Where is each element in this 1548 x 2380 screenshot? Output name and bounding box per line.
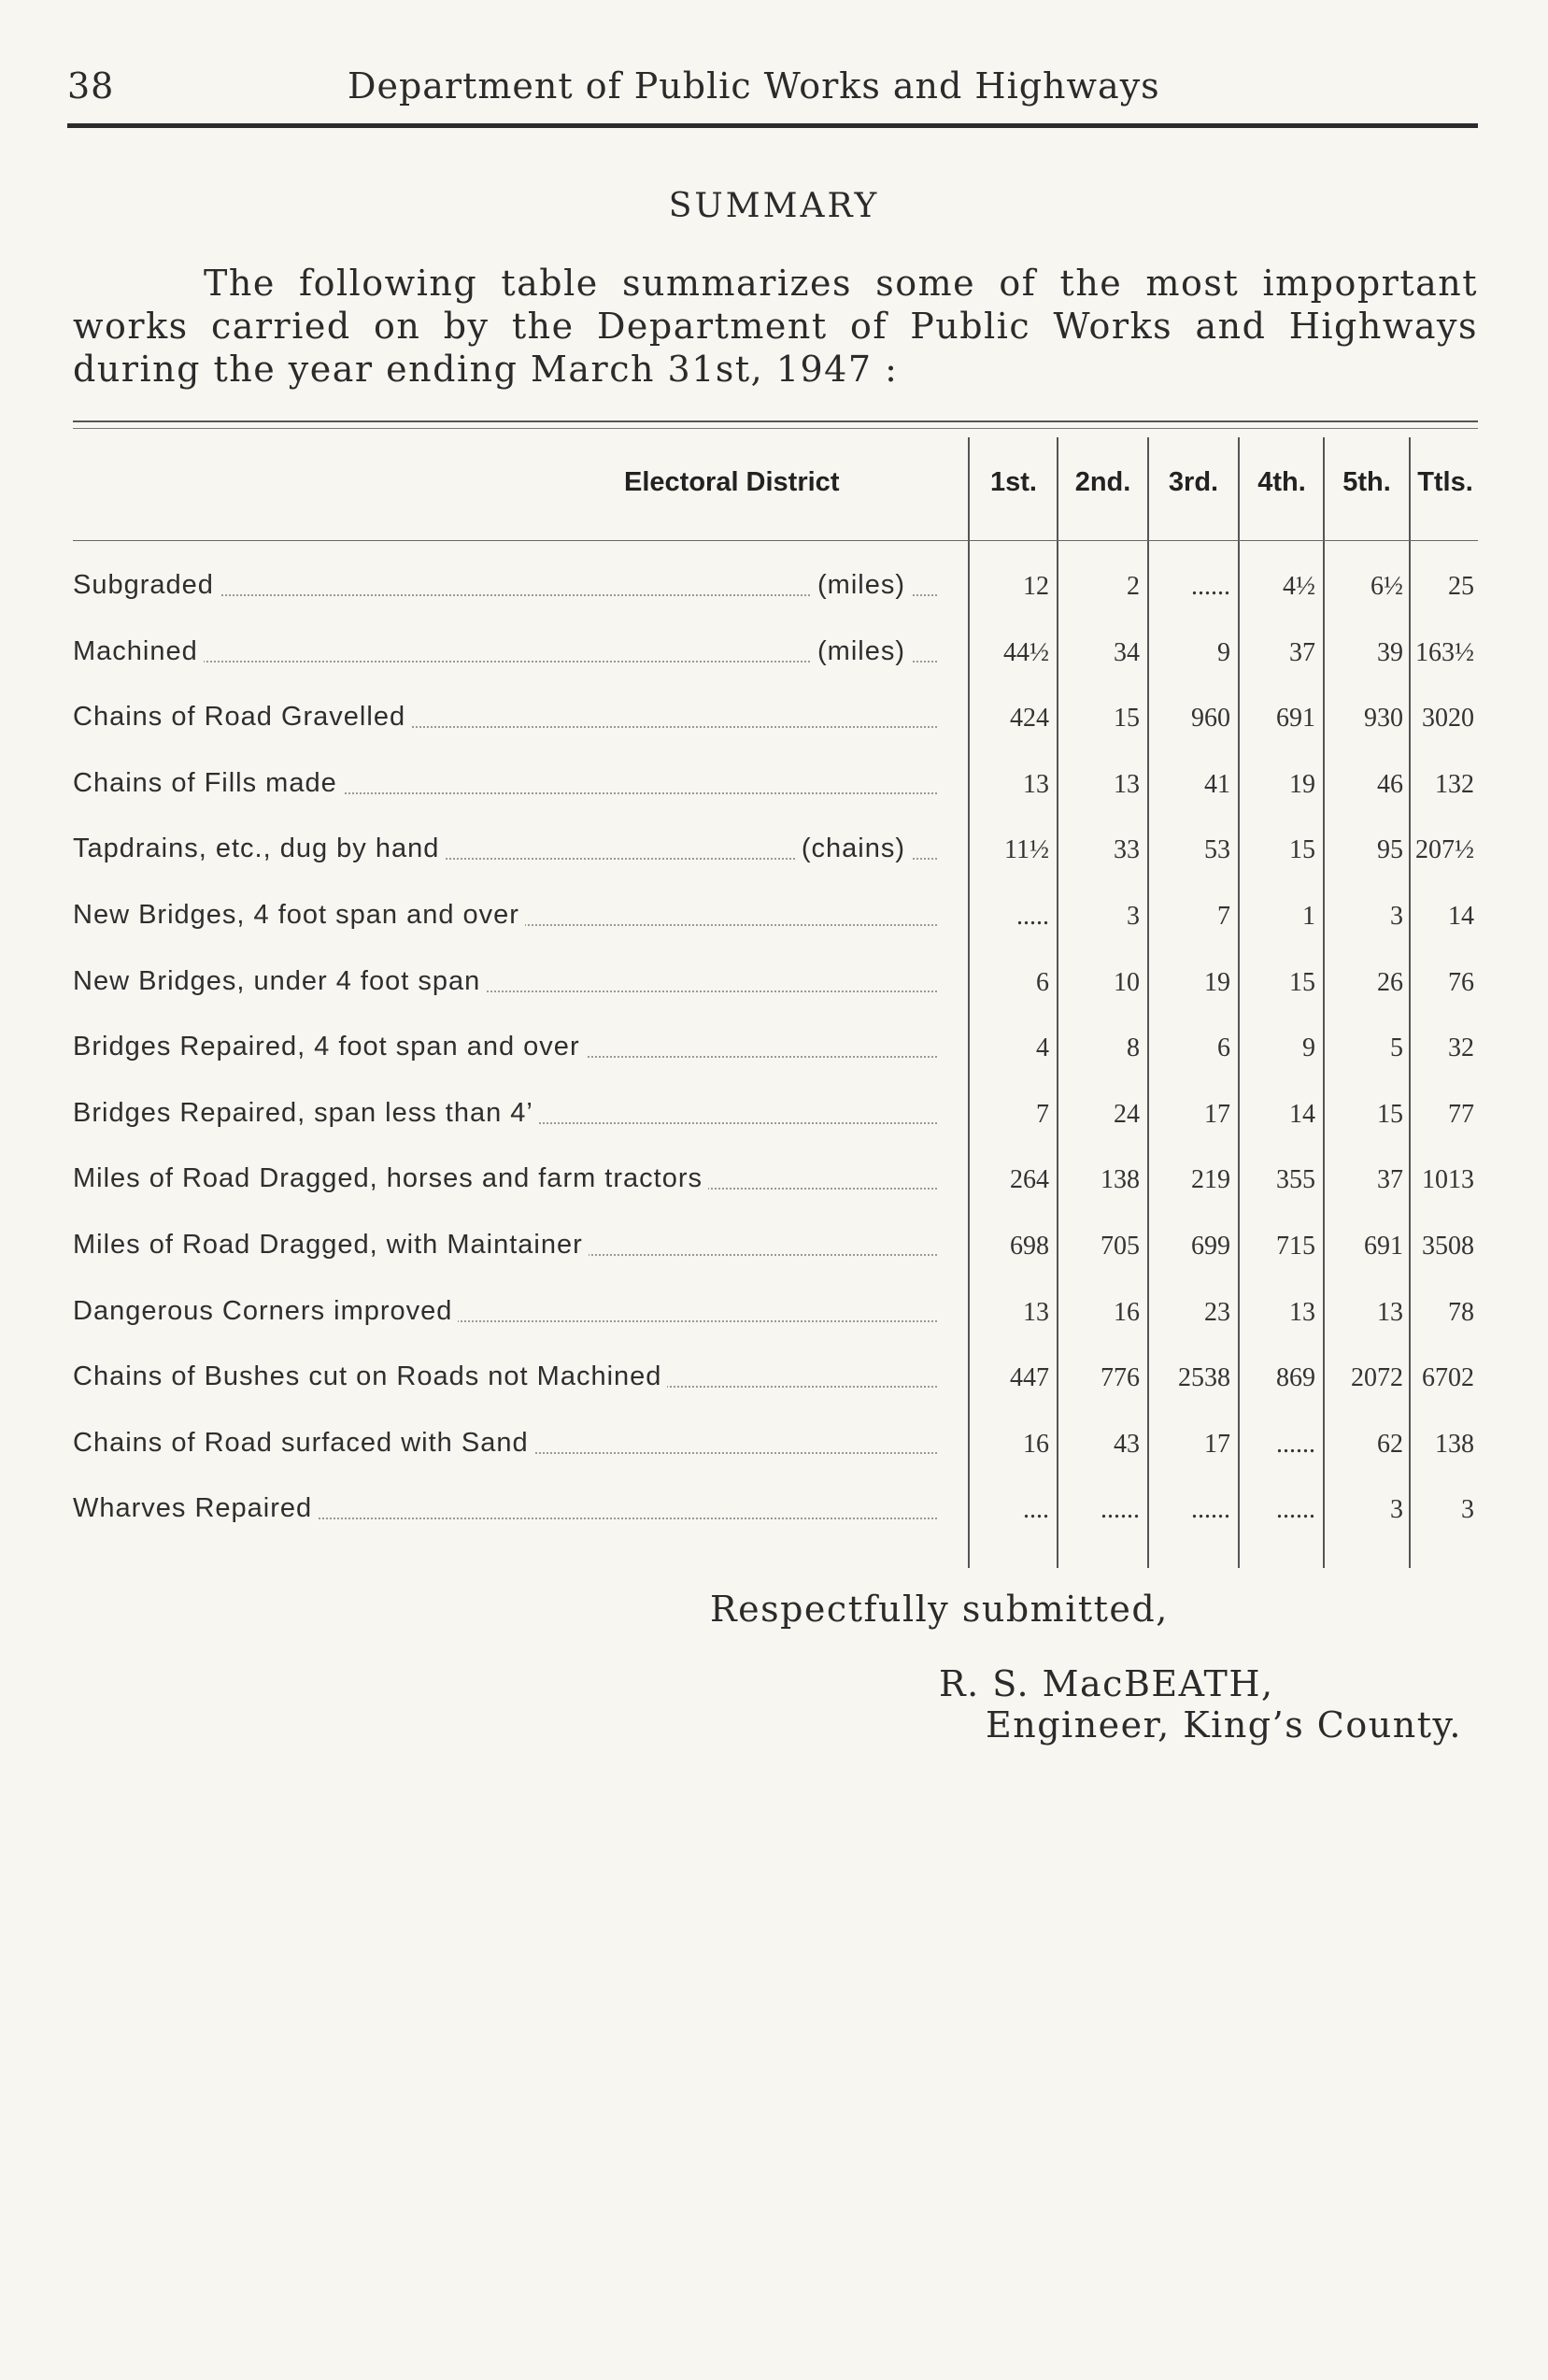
row-total-cell: 163½ (1415, 637, 1474, 667)
district-value-cell: 960 (1191, 704, 1230, 734)
table-row (73, 1098, 1478, 1148)
district-value-cell: 6 (1217, 1033, 1230, 1063)
header-col-1st: 1st. (990, 467, 1037, 497)
row-label (73, 702, 946, 739)
district-value-cell: 4 (1036, 1033, 1049, 1063)
row-label (73, 636, 946, 674)
row-total-cell: 207½ (1415, 835, 1474, 865)
district-value-cell: 17 (1204, 1429, 1230, 1459)
intro-paragraph (73, 262, 1478, 391)
row-total-cell: 78 (1448, 1297, 1474, 1327)
row-total-cell: 32 (1448, 1033, 1474, 1063)
row-unit: (chains) (796, 834, 911, 864)
district-value-cell: 34 (1114, 637, 1140, 667)
district-value-cell: 24 (1114, 1099, 1140, 1129)
row-label-text: Chains of Fills made (73, 768, 343, 798)
district-value-cell: 7 (1217, 902, 1230, 931)
row-label (73, 1361, 946, 1399)
district-value-cell: 355 (1276, 1165, 1315, 1195)
district-value-cell: 95 (1377, 835, 1403, 865)
district-value-cell: ...... (1101, 1495, 1140, 1525)
row-label-text: Dangerous Corners improved (73, 1296, 458, 1326)
district-value-cell: 39 (1377, 637, 1403, 667)
district-value-cell: 698 (1010, 1232, 1049, 1261)
row-label (73, 900, 946, 937)
row-label-text: New Bridges, 4 foot span and over (73, 900, 525, 930)
intro-line-2: works carried on by the Department of Public Works and Highways (73, 306, 1478, 347)
district-value-cell: 23 (1204, 1297, 1230, 1327)
row-total-cell: 3 (1461, 1495, 1474, 1525)
row-total-cell: 6702 (1422, 1363, 1474, 1393)
row-total-cell: 14 (1448, 902, 1474, 931)
row-total-cell: 77 (1448, 1099, 1474, 1129)
district-value-cell: .... (1023, 1495, 1049, 1525)
district-value-cell: 62 (1377, 1429, 1403, 1459)
district-value-cell: 10 (1114, 967, 1140, 997)
district-value-cell: 43 (1114, 1429, 1140, 1459)
district-value-cell: 6 (1036, 967, 1049, 997)
table-row (73, 834, 1478, 884)
row-total-cell: 25 (1448, 572, 1474, 601)
district-value-cell: 2538 (1178, 1363, 1230, 1393)
row-total-cell: 138 (1435, 1429, 1474, 1459)
table-row (73, 1428, 1478, 1478)
row-label-text: Chains of Road surfaced with Sand (73, 1428, 534, 1458)
district-value-cell: 3 (1390, 1495, 1403, 1525)
district-value-cell: 19 (1204, 967, 1230, 997)
row-label (73, 1428, 946, 1465)
row-label-text: Bridges Repaired, 4 foot span and over (73, 1032, 586, 1062)
district-value-cell: 776 (1101, 1363, 1140, 1393)
table-row (73, 1296, 1478, 1347)
table-row (73, 900, 1478, 950)
table-row (73, 1230, 1478, 1280)
page-number: 38 (67, 65, 115, 107)
row-label-text: Wharves Repaired (73, 1493, 318, 1523)
district-value-cell: 33 (1114, 835, 1140, 865)
district-value-cell: ...... (1191, 572, 1230, 601)
district-value-cell: 705 (1101, 1232, 1140, 1261)
district-value-cell: ...... (1191, 1495, 1230, 1525)
district-value-cell: 5 (1390, 1033, 1403, 1063)
row-label-text: Machined (73, 636, 204, 666)
table-row (73, 1032, 1478, 1082)
header-rule (67, 123, 1478, 128)
district-value-cell: 13 (1289, 1297, 1315, 1327)
row-label-text: Miles of Road Dragged, horses and farm tractors (73, 1163, 708, 1193)
signer-name: R. S. MacBEATH, (939, 1663, 1274, 1704)
district-value-cell: 46 (1377, 769, 1403, 799)
district-value-cell: 13 (1023, 1297, 1049, 1327)
district-value-cell: 138 (1101, 1165, 1140, 1195)
district-value-cell: 264 (1010, 1165, 1049, 1195)
district-value-cell: 17 (1204, 1099, 1230, 1129)
row-label-text: Subgraded (73, 570, 220, 600)
district-value-cell: 19 (1289, 769, 1315, 799)
row-label-text: Chains of Bushes cut on Roads not Machined (73, 1361, 667, 1391)
row-label-text: Chains of Road Gravelled (73, 702, 411, 732)
table-row (73, 636, 1478, 687)
table-row (73, 1163, 1478, 1214)
district-value-cell: 15 (1289, 835, 1315, 865)
district-value-cell: 715 (1276, 1232, 1315, 1261)
district-value-cell: 41 (1204, 769, 1230, 799)
header-col-totals: Ttls. (1417, 467, 1473, 497)
district-value-cell: 4½ (1283, 572, 1315, 601)
district-value-cell: 2072 (1351, 1363, 1403, 1393)
district-value-cell: 869 (1276, 1363, 1315, 1393)
district-value-cell: ...... (1276, 1495, 1315, 1525)
district-value-cell: 13 (1114, 769, 1140, 799)
row-label (73, 1098, 946, 1135)
district-value-cell: 8 (1127, 1033, 1140, 1063)
header-col-3rd: 3rd. (1168, 467, 1219, 497)
table-top-rule-secondary (73, 428, 1478, 429)
district-value-cell: 53 (1204, 835, 1230, 865)
section-heading: SUMMARY (668, 187, 880, 225)
table-row (73, 768, 1478, 819)
row-label (73, 1163, 946, 1201)
table-header-rule (73, 540, 1478, 541)
header-col-4th: 4th. (1257, 467, 1306, 497)
table-row (73, 702, 1478, 752)
row-label (73, 1296, 946, 1333)
district-value-cell: 2 (1127, 572, 1140, 601)
district-value-cell: 44½ (1003, 637, 1049, 667)
district-value-cell: 13 (1377, 1297, 1403, 1327)
district-value-cell: 15 (1114, 704, 1140, 734)
district-value-cell: 16 (1023, 1429, 1049, 1459)
district-value-cell: 9 (1217, 637, 1230, 667)
district-value-cell: 691 (1276, 704, 1315, 734)
district-value-cell: 424 (1010, 704, 1049, 734)
district-value-cell: ...... (1276, 1429, 1315, 1459)
district-value-cell: 7 (1036, 1099, 1049, 1129)
row-label (73, 1032, 946, 1069)
row-label (73, 768, 946, 805)
district-value-cell: 9 (1302, 1033, 1315, 1063)
district-value-cell: 37 (1377, 1165, 1403, 1195)
header-col-2nd: 2nd. (1074, 467, 1131, 497)
district-value-cell: 3 (1390, 902, 1403, 931)
page-header (67, 65, 1478, 121)
district-value-cell: 219 (1191, 1165, 1230, 1195)
district-value-cell: 14 (1289, 1099, 1315, 1129)
row-unit: (miles) (812, 636, 911, 667)
district-value-cell: 13 (1023, 769, 1049, 799)
row-total-cell: 76 (1448, 967, 1474, 997)
district-value-cell: 15 (1289, 967, 1315, 997)
district-value-cell: 12 (1023, 572, 1049, 601)
row-total-cell: 1013 (1422, 1165, 1474, 1195)
row-total-cell: 132 (1435, 769, 1474, 799)
intro-line-3: during the year ending March 31st, 1947 : (73, 349, 899, 390)
row-label-text: Bridges Repaired, span less than 4’ (73, 1098, 539, 1128)
row-label (73, 1230, 946, 1267)
row-unit: (miles) (812, 570, 911, 601)
table-row (73, 1361, 1478, 1412)
row-total-cell: 3508 (1422, 1232, 1474, 1261)
district-value-cell: 691 (1364, 1232, 1403, 1261)
row-total-cell: 3020 (1422, 704, 1474, 734)
table-row (73, 1493, 1478, 1544)
table-row (73, 966, 1478, 1017)
running-title: Department of Public Works and Highways (348, 65, 1160, 107)
closing-text: Respectfully submitted, (710, 1589, 1169, 1630)
district-value-cell: 37 (1289, 637, 1315, 667)
district-value-cell: 16 (1114, 1297, 1140, 1327)
row-label (73, 570, 946, 607)
row-label-text: Miles of Road Dragged, with Maintainer (73, 1230, 589, 1260)
district-value-cell: 699 (1191, 1232, 1230, 1261)
intro-line-1: The following table summarizes some of the most impoprtant (204, 263, 1478, 304)
district-value-cell: 11½ (1004, 835, 1049, 865)
row-label-text: New Bridges, under 4 foot span (73, 966, 486, 996)
row-label-text: Tapdrains, etc., dug by hand (73, 834, 445, 863)
table-row (73, 570, 1478, 620)
header-electoral-district: Electoral District (624, 467, 840, 497)
district-value-cell: 930 (1364, 704, 1403, 734)
district-value-cell: 3 (1127, 902, 1140, 931)
district-value-cell: 26 (1377, 967, 1403, 997)
signer-title: Engineer, King’s County. (986, 1704, 1462, 1746)
row-label (73, 966, 946, 1004)
district-value-cell: 6½ (1370, 572, 1403, 601)
table-top-rule (73, 420, 1478, 422)
district-value-cell: ..... (1016, 902, 1049, 931)
row-label (73, 834, 946, 871)
district-value-cell: 15 (1377, 1099, 1403, 1129)
row-label (73, 1493, 946, 1531)
header-col-5th: 5th. (1342, 467, 1391, 497)
district-value-cell: 447 (1010, 1363, 1049, 1393)
district-value-cell: 1 (1302, 902, 1315, 931)
